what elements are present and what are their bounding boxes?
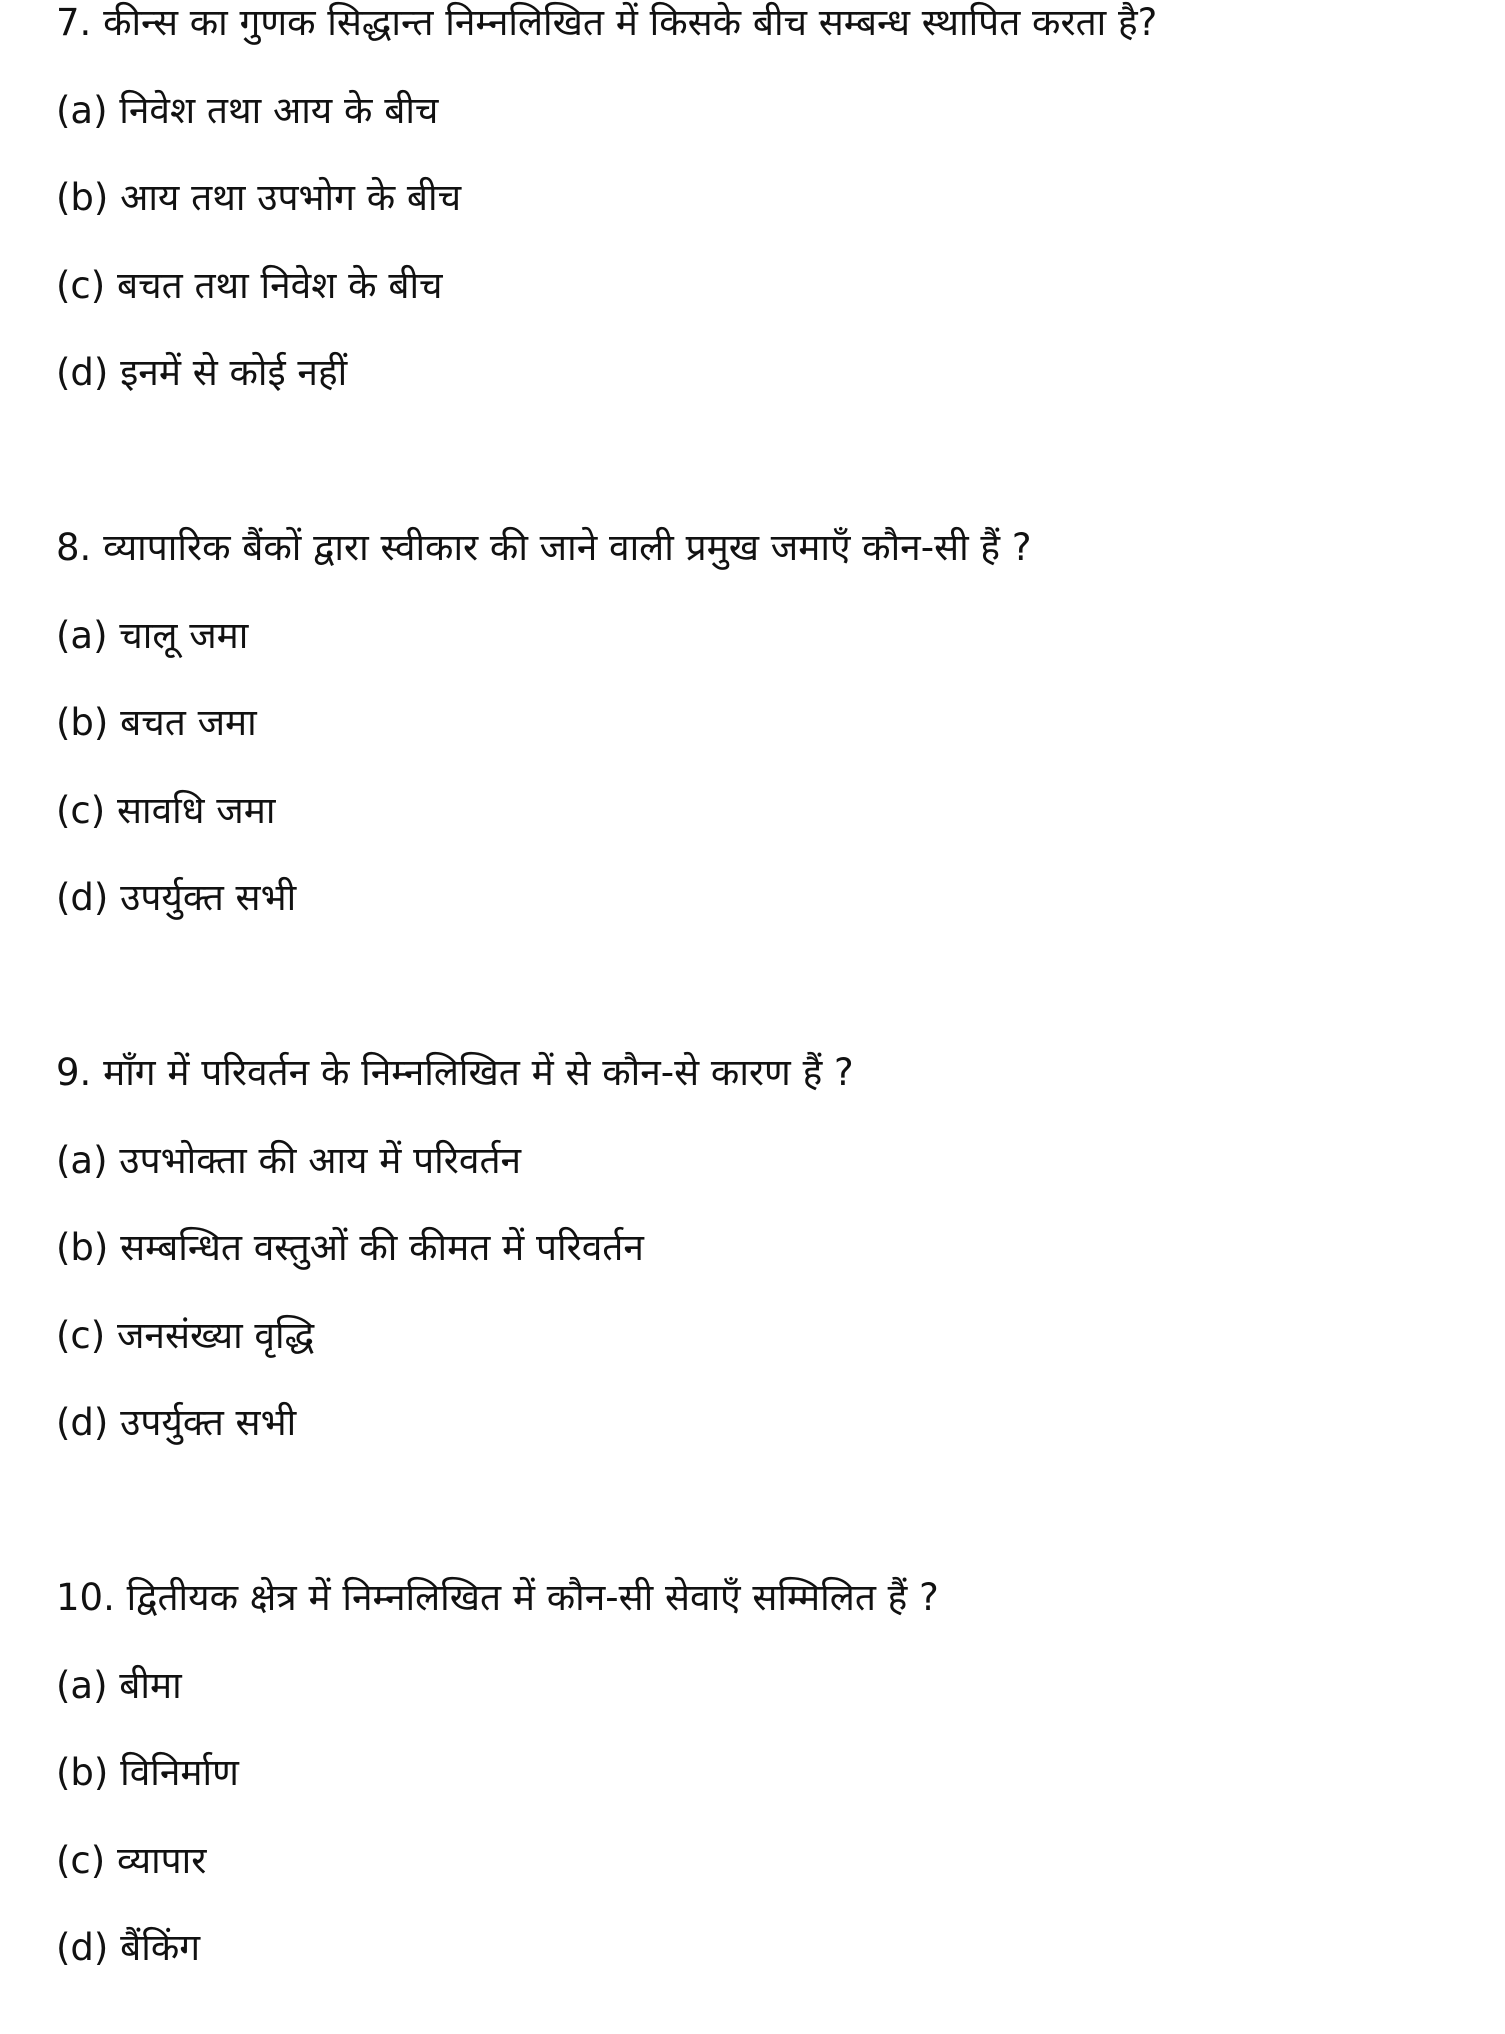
question-text: 7. कीन्स का गुणक सिद्धान्त निम्नलिखित में किसके बीच सम्बन्ध स्थापित करता है? — [56, 1, 1158, 44]
option-b: (b) बचत जमा — [56, 701, 257, 744]
question-10 — [56, 1554, 1496, 1992]
option-a: (a) बीमा — [56, 1663, 182, 1707]
option-d: (d) बैंकिंग — [56, 1926, 201, 1969]
option-a: (a) चालू जमा — [56, 613, 249, 657]
option-b: (b) आय तथा उपभोग के बीच — [56, 176, 462, 219]
question-text: 8. व्यापारिक बैंकों द्वारा स्वीकार की जाने वाली प्रमुख जमाएँ कौन-सी हैं ? — [56, 526, 1032, 569]
option-c: (c) बचत तथा निवेश के बीच — [56, 263, 443, 307]
question-7 — [56, 0, 1496, 417]
option-d: (d) उपर्युक्त सभी — [56, 1401, 297, 1444]
option-b: (b) सम्बन्धित वस्तुओं की कीमत में परिवर्तन — [56, 1226, 644, 1269]
option-c: (c) सावधि जमा — [56, 788, 276, 832]
question-9 — [56, 1029, 1496, 1467]
option-b: (b) विनिर्माण — [56, 1751, 239, 1794]
question-8 — [56, 504, 1496, 942]
option-d: (d) उपर्युक्त सभी — [56, 876, 297, 919]
question-text: 10. द्वितीयक क्षेत्र में निम्नलिखित में कौन-सी सेवाएँ सम्मिलित हैं ? — [56, 1576, 939, 1619]
option-d: (d) इनमें से कोई नहीं — [56, 351, 348, 394]
question-text: 9. माँग में परिवर्तन के निम्नलिखित में से कौन-से कारण हैं ? — [56, 1051, 854, 1094]
option-a: (a) उपभोक्ता की आय में परिवर्तन — [56, 1138, 522, 1182]
option-c: (c) जनसंख्या वृद्धि — [56, 1313, 315, 1357]
option-a: (a) निवेश तथा आय के बीच — [56, 88, 439, 132]
option-c: (c) व्यापार — [56, 1838, 207, 1882]
